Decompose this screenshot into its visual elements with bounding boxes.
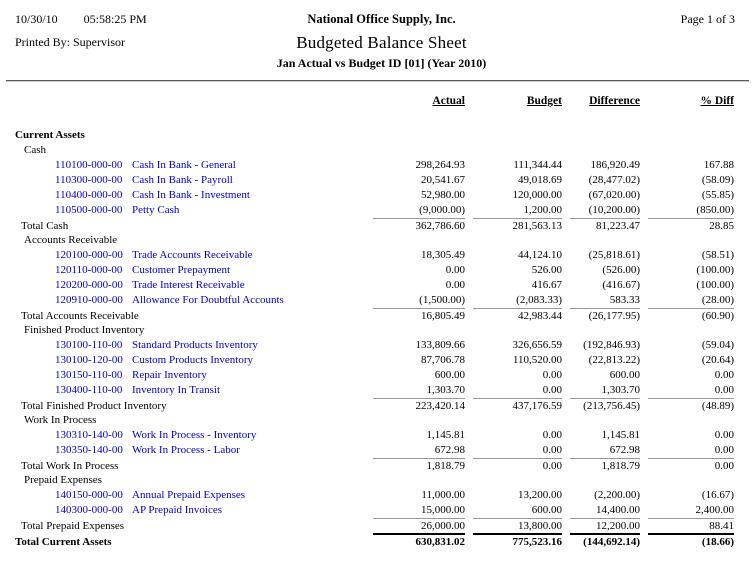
difference-value: (2,200.00) xyxy=(594,489,640,501)
difference-value: 186,920.49 xyxy=(590,159,640,171)
budget-value: 110,520.00 xyxy=(512,354,562,366)
difference-value: 672.98 xyxy=(609,444,640,456)
pctdiff-value: 167.88 xyxy=(703,159,734,171)
grand-row xyxy=(8,533,755,548)
account-name-link[interactable]: Cash In Bank - Payroll xyxy=(132,174,233,186)
account-number-link[interactable]: 140150-000-00 xyxy=(55,489,123,501)
actual-value: 630,831.02 xyxy=(373,533,465,550)
actual-value: 15,000.00 xyxy=(421,504,465,516)
account-row xyxy=(8,203,755,218)
report-subtitle: Jan Actual vs Budget ID [01] (Year 2010) xyxy=(276,56,487,70)
account-row xyxy=(8,368,755,383)
account-label xyxy=(8,188,365,203)
budget-value: 416.67 xyxy=(531,279,562,291)
print-date: 10/30/10 xyxy=(15,12,58,26)
page-number: Page 1 of 3 xyxy=(680,12,735,26)
account-name-link[interactable]: Work In Process - Inventory xyxy=(132,429,257,441)
pctdiff-value: 0.00 xyxy=(714,444,734,456)
actual-value: 362,786.60 xyxy=(373,218,465,234)
actual-value: 52,980.00 xyxy=(421,189,465,201)
pctdiff-value: (100.00) xyxy=(696,264,734,276)
budget-value: 526.00 xyxy=(531,264,562,276)
account-number-link[interactable]: 110300-000-00 xyxy=(55,174,123,186)
actual-value: 16,805.49 xyxy=(373,308,465,324)
actual-value: 87,706.78 xyxy=(421,354,465,366)
pctdiff-value: (60.90) xyxy=(648,308,734,324)
account-number-link[interactable]: 110500-000-00 xyxy=(55,204,123,216)
account-number-link[interactable]: 130400-110-00 xyxy=(55,384,123,396)
pctdiff-value: (850.00) xyxy=(696,204,734,216)
account-name-link[interactable]: AP Prepaid Invoices xyxy=(132,504,223,516)
total-row xyxy=(8,308,755,323)
budget-value: 0.00 xyxy=(542,369,562,381)
pctdiff-value: 88.41 xyxy=(648,518,734,534)
account-name-link[interactable]: Trade Interest Receivable xyxy=(132,279,245,291)
account-name-link[interactable]: Custom Products Inventory xyxy=(132,354,253,366)
pctdiff-value: (20.64) xyxy=(701,354,734,366)
actual-value: 1,145.81 xyxy=(426,429,465,441)
row-label: Total Prepaid Expenses xyxy=(21,520,125,532)
column-header-budget: Budget xyxy=(526,95,562,107)
account-label xyxy=(8,503,365,518)
account-row xyxy=(8,263,755,278)
printed-by: Printed By: Supervisor xyxy=(15,35,125,49)
budget-value: (2,083.33) xyxy=(516,294,562,306)
pctdiff-value: (59.04) xyxy=(701,339,734,351)
pctdiff-value: (16.67) xyxy=(701,489,734,501)
subsection-row xyxy=(8,323,755,338)
account-label xyxy=(8,443,365,458)
account-label xyxy=(8,248,365,263)
account-name-link[interactable]: Annual Prepaid Expenses xyxy=(132,489,246,501)
budget-value: 0.00 xyxy=(542,429,562,441)
difference-value: (192,846.93) xyxy=(583,339,640,351)
actual-value: 26,000.00 xyxy=(373,518,465,534)
difference-value: 600.00 xyxy=(609,369,640,381)
budget-value: 600.00 xyxy=(531,504,562,516)
row-label: Work In Process xyxy=(24,414,97,426)
account-number-link[interactable]: 130100-110-00 xyxy=(55,339,123,351)
header-left xyxy=(15,12,147,50)
account-name-link[interactable]: Trade Accounts Receivable xyxy=(132,249,253,261)
actual-value: 0.00 xyxy=(445,279,465,291)
actual-value: 298,264.93 xyxy=(415,159,465,171)
actual-value: 20,541.67 xyxy=(421,174,465,186)
difference-value: 14,400.00 xyxy=(596,504,640,516)
budget-value: 13,800.00 xyxy=(473,518,562,534)
account-label xyxy=(8,353,365,368)
account-row xyxy=(8,173,755,188)
budget-value: 1,200.00 xyxy=(523,204,562,216)
pctdiff-value: 0.00 xyxy=(714,369,734,381)
actual-value: 0.00 xyxy=(445,264,465,276)
total-row xyxy=(8,518,755,533)
actual-value: 1,303.70 xyxy=(426,384,465,396)
actual-value: 133,809.66 xyxy=(415,339,465,351)
difference-value: (22,813.22) xyxy=(588,354,640,366)
header-divider xyxy=(6,80,749,82)
account-name-link[interactable]: Standard Products Inventory xyxy=(132,339,258,351)
difference-value: (26,177.95) xyxy=(570,308,640,324)
pctdiff-value: 0.00 xyxy=(714,429,734,441)
difference-value: 12,200.00 xyxy=(570,518,640,534)
budget-value: 42,983.44 xyxy=(473,308,562,324)
total-row xyxy=(8,398,755,413)
account-number-link[interactable]: 130150-110-00 xyxy=(55,369,123,381)
row-label: Total Finished Product Inventory xyxy=(21,400,167,412)
difference-value: 81,223.47 xyxy=(570,218,640,234)
pctdiff-value: (100.00) xyxy=(696,279,734,291)
difference-value: (67,020.00) xyxy=(588,189,640,201)
subsection-row xyxy=(8,233,755,248)
budget-value: 0.00 xyxy=(542,444,562,456)
difference-value: (28,477.02) xyxy=(588,174,640,186)
account-number-link[interactable]: 110400-000-00 xyxy=(55,189,123,201)
account-row xyxy=(8,278,755,293)
account-row xyxy=(8,338,755,353)
budget-value: 0.00 xyxy=(473,458,562,474)
row-label: Total Cash xyxy=(21,220,69,232)
actual-value: 11,000.00 xyxy=(421,489,465,501)
account-number-link[interactable]: 110100-000-00 xyxy=(55,159,123,171)
account-row xyxy=(8,488,755,503)
difference-value: (144,692.14) xyxy=(570,533,640,550)
account-name-link[interactable]: Repair Inventory xyxy=(132,369,207,381)
account-row xyxy=(8,428,755,443)
difference-value: 1,818.79 xyxy=(570,458,640,474)
actual-value: 1,818.79 xyxy=(373,458,465,474)
row-label: Cash xyxy=(24,144,46,156)
budget-value: 775,523.16 xyxy=(473,533,562,550)
column-header-row xyxy=(8,95,755,107)
difference-value: 1,145.81 xyxy=(601,429,640,441)
row-label: Total Accounts Receivable xyxy=(21,310,139,322)
account-number-link[interactable]: 120200-000-00 xyxy=(55,279,123,291)
account-name-link[interactable]: Petty Cash xyxy=(132,204,180,216)
budget-value: 0.00 xyxy=(542,384,562,396)
account-row xyxy=(8,503,755,518)
row-label: Finished Product Inventory xyxy=(24,324,145,336)
report-header xyxy=(8,0,755,78)
account-row xyxy=(8,293,755,308)
subsection-row xyxy=(8,143,755,158)
account-label xyxy=(8,428,365,443)
account-row xyxy=(8,248,755,263)
account-label xyxy=(8,173,365,188)
column-header-pctdiff: % Diff xyxy=(700,95,734,107)
actual-value: 672.98 xyxy=(434,444,465,456)
pctdiff-value: 2,400.00 xyxy=(695,504,734,516)
account-label xyxy=(8,203,365,218)
row-label: Total Current Assets xyxy=(15,536,112,548)
subsection-row xyxy=(8,473,755,488)
difference-value: (526.00) xyxy=(602,264,640,276)
budget-value: 326,656.59 xyxy=(512,339,562,351)
report-table-body xyxy=(8,128,755,548)
row-label: Prepaid Expenses xyxy=(24,474,102,486)
account-name-link[interactable]: Cash In Bank - General xyxy=(132,159,236,171)
account-number-link[interactable]: 130310-140-00 xyxy=(55,429,123,441)
pctdiff-value: (58.09) xyxy=(701,174,734,186)
difference-value: (416.67) xyxy=(602,279,640,291)
column-header-difference: Difference xyxy=(589,95,640,107)
actual-value: 223,420.14 xyxy=(373,398,465,414)
row-label: Accounts Receivable xyxy=(24,234,118,246)
account-name-link[interactable]: Allowance For Doubtful Accounts xyxy=(132,294,284,306)
account-name-link[interactable]: Work In Process - Labor xyxy=(132,444,240,456)
account-number-link[interactable]: 120910-000-00 xyxy=(55,294,123,306)
pctdiff-value: (55.85) xyxy=(701,189,734,201)
actual-value: 18,305.49 xyxy=(421,249,465,261)
total-row xyxy=(8,458,755,473)
budget-value: 437,176.59 xyxy=(473,398,562,414)
account-number-link[interactable]: 120100-000-00 xyxy=(55,249,123,261)
section-row xyxy=(8,128,755,143)
account-row xyxy=(8,158,755,173)
row-label: Current Assets xyxy=(15,129,85,141)
pctdiff-value: (58.51) xyxy=(701,249,734,261)
total-row xyxy=(8,218,755,233)
account-name-link[interactable]: Inventory In Transit xyxy=(132,384,220,396)
row-label: Total Work In Process xyxy=(21,460,119,472)
actual-value: (1,500.00) xyxy=(419,294,465,306)
column-header-actual: Actual xyxy=(432,95,465,107)
account-number-link[interactable]: 120110-000-00 xyxy=(55,264,123,276)
pctdiff-value: 28.85 xyxy=(648,218,734,234)
account-number-link[interactable]: 140300-000-00 xyxy=(55,504,123,516)
difference-value: (213,756.45) xyxy=(570,398,640,414)
account-number-link[interactable]: 130100-120-00 xyxy=(55,354,123,366)
account-row xyxy=(8,353,755,368)
actual-value: 600.00 xyxy=(434,369,465,381)
account-row xyxy=(8,383,755,398)
difference-value: 1,303.70 xyxy=(601,384,640,396)
pctdiff-value: (18.66) xyxy=(648,533,734,550)
pctdiff-value: (48.89) xyxy=(648,398,734,414)
budget-value: 44,124.10 xyxy=(518,249,562,261)
difference-value: 583.33 xyxy=(609,294,640,306)
account-label xyxy=(8,263,365,278)
actual-value: (9,000.00) xyxy=(419,204,465,216)
pctdiff-value: (28.00) xyxy=(701,294,734,306)
account-label xyxy=(8,293,365,308)
budget-value: 281,563.13 xyxy=(473,218,562,234)
difference-value: (25,818.61) xyxy=(588,249,640,261)
account-label xyxy=(8,158,365,173)
account-label xyxy=(8,368,365,383)
pctdiff-value: 0.00 xyxy=(714,384,734,396)
pctdiff-value: 0.00 xyxy=(648,458,734,474)
report-title: Budgeted Balance Sheet xyxy=(296,33,467,52)
account-name-link[interactable]: Customer Prepayment xyxy=(132,264,231,276)
difference-value: (10,200.00) xyxy=(588,204,640,216)
company-name: National Office Supply, Inc. xyxy=(307,12,456,26)
subsection-row xyxy=(8,413,755,428)
account-number-link[interactable]: 130350-140-00 xyxy=(55,444,123,456)
budget-value: 13,200.00 xyxy=(518,489,562,501)
print-time: 05:58:25 PM xyxy=(83,12,147,26)
budget-value: 120,000.00 xyxy=(512,189,562,201)
account-name-link[interactable]: Cash In Bank - Investment xyxy=(132,189,250,201)
account-row xyxy=(8,188,755,203)
account-label xyxy=(8,383,365,398)
account-label xyxy=(8,338,365,353)
account-label xyxy=(8,488,365,503)
account-label xyxy=(8,278,365,293)
budget-value: 49,018.69 xyxy=(518,174,562,186)
account-row xyxy=(8,443,755,458)
budget-value: 111,344.44 xyxy=(513,159,562,171)
